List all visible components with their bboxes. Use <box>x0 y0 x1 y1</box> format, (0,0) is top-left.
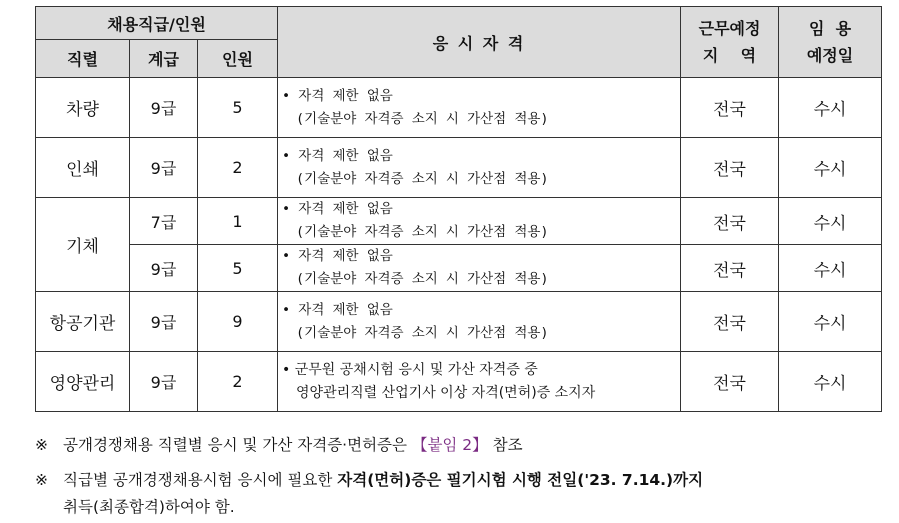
note-mark: ※ <box>35 436 48 454</box>
note-2-emphasis: 자격(면허)증은 필기시험 시행 전일('23. 7.14.)까지 <box>337 471 704 489</box>
header-appoint-line1: 임 용 <box>809 19 852 38</box>
header-qualification: 응 시 자 격 <box>278 7 681 78</box>
qualification-line1: • 자격 제한 없음 <box>282 201 393 217</box>
note-2-text: 직급별 공개경쟁채용시험 응시에 필요한 <box>63 471 338 489</box>
table-row <box>36 138 882 198</box>
region-cell: 전국 <box>681 245 779 292</box>
region-cell: 전국 <box>681 138 779 198</box>
header-region <box>681 7 779 78</box>
qualification-line2: (기술분야 자격증 소지 시 가산점 적용) <box>296 170 549 187</box>
grade-cell: 7급 <box>130 198 198 245</box>
recruitment-table <box>35 6 882 412</box>
qualification-cell <box>278 292 681 352</box>
count-cell: 1 <box>198 198 278 245</box>
appoint-cell: 수시 <box>779 245 882 292</box>
region-cell: 전국 <box>681 198 779 245</box>
job-cell: 영양관리 <box>36 352 130 412</box>
qualification-line1: • 자격 제한 없음 <box>282 148 393 164</box>
qualification-line1: • 자격 제한 없음 <box>282 88 393 104</box>
header-grade: 계급 <box>130 40 198 78</box>
job-cell: 기체 <box>36 198 130 292</box>
header-group: 채용직급/인원 <box>36 7 278 40</box>
table-row <box>36 352 882 412</box>
grade-cell: 9급 <box>130 292 198 352</box>
table-row <box>36 78 882 138</box>
qualification-line1: • 자격 제한 없음 <box>282 302 393 318</box>
grade-cell: 9급 <box>130 78 198 138</box>
appoint-cell: 수시 <box>779 78 882 138</box>
table-row <box>36 198 882 245</box>
table-row <box>36 292 882 352</box>
header-region-line2: 지 역 <box>702 46 757 65</box>
job-cell: 항공기관 <box>36 292 130 352</box>
qualification-line1: • 자격 제한 없음 <box>282 248 393 264</box>
qualification-line2: 영양관리직렬 산업기사 이상 자격(면허)증 소지자 <box>296 384 596 401</box>
note-2 <box>35 467 885 521</box>
region-cell: 전국 <box>681 352 779 412</box>
qualification-cell <box>278 78 681 138</box>
header-job: 직렬 <box>36 40 130 78</box>
grade-cell: 9급 <box>130 138 198 198</box>
grade-cell: 9급 <box>130 245 198 292</box>
qualification-cell <box>278 352 681 412</box>
header-appoint-line2: 예정일 <box>806 46 854 65</box>
header-appoint <box>779 7 882 78</box>
note-2-line2: 취득(최종합격)하여야 함. <box>63 498 235 516</box>
qualification-line2: (기술분야 자격증 소지 시 가산점 적용) <box>296 271 549 287</box>
qualification-cell <box>278 198 681 245</box>
appoint-cell: 수시 <box>779 138 882 198</box>
count-cell: 9 <box>198 292 278 352</box>
appoint-cell: 수시 <box>779 198 882 245</box>
region-cell: 전국 <box>681 292 779 352</box>
header-count: 인원 <box>198 40 278 78</box>
job-cell: 차량 <box>36 78 130 138</box>
qualification-line1: • 군무원 공채시험 응시 및 가산 자격증 중 <box>282 362 538 378</box>
appoint-cell: 수시 <box>779 292 882 352</box>
table-row <box>36 245 882 292</box>
count-cell: 2 <box>198 138 278 198</box>
notes <box>35 432 885 521</box>
count-cell: 5 <box>198 245 278 292</box>
qualification-line2: (기술분야 자격증 소지 시 가산점 적용) <box>296 110 549 127</box>
note-1-tail: 참조 <box>487 436 523 454</box>
count-cell: 2 <box>198 352 278 412</box>
region-cell: 전국 <box>681 78 779 138</box>
header-region-line1: 근무예정 <box>698 19 761 38</box>
attachment-reference: 【붙임 2】 <box>411 436 488 454</box>
qualification-cell <box>278 245 681 292</box>
qualification-cell <box>278 138 681 198</box>
note-1 <box>35 432 885 459</box>
note-1-text: 공개경쟁채용 직렬별 응시 및 가산 자격증·면허증은 <box>63 436 412 454</box>
note-mark: ※ <box>35 471 48 489</box>
count-cell: 5 <box>198 78 278 138</box>
grade-cell: 9급 <box>130 352 198 412</box>
qualification-line2: (기술분야 자격증 소지 시 가산점 적용) <box>296 224 549 240</box>
job-cell: 인쇄 <box>36 138 130 198</box>
appoint-cell: 수시 <box>779 352 882 412</box>
qualification-line2: (기술분야 자격증 소지 시 가산점 적용) <box>296 324 549 341</box>
